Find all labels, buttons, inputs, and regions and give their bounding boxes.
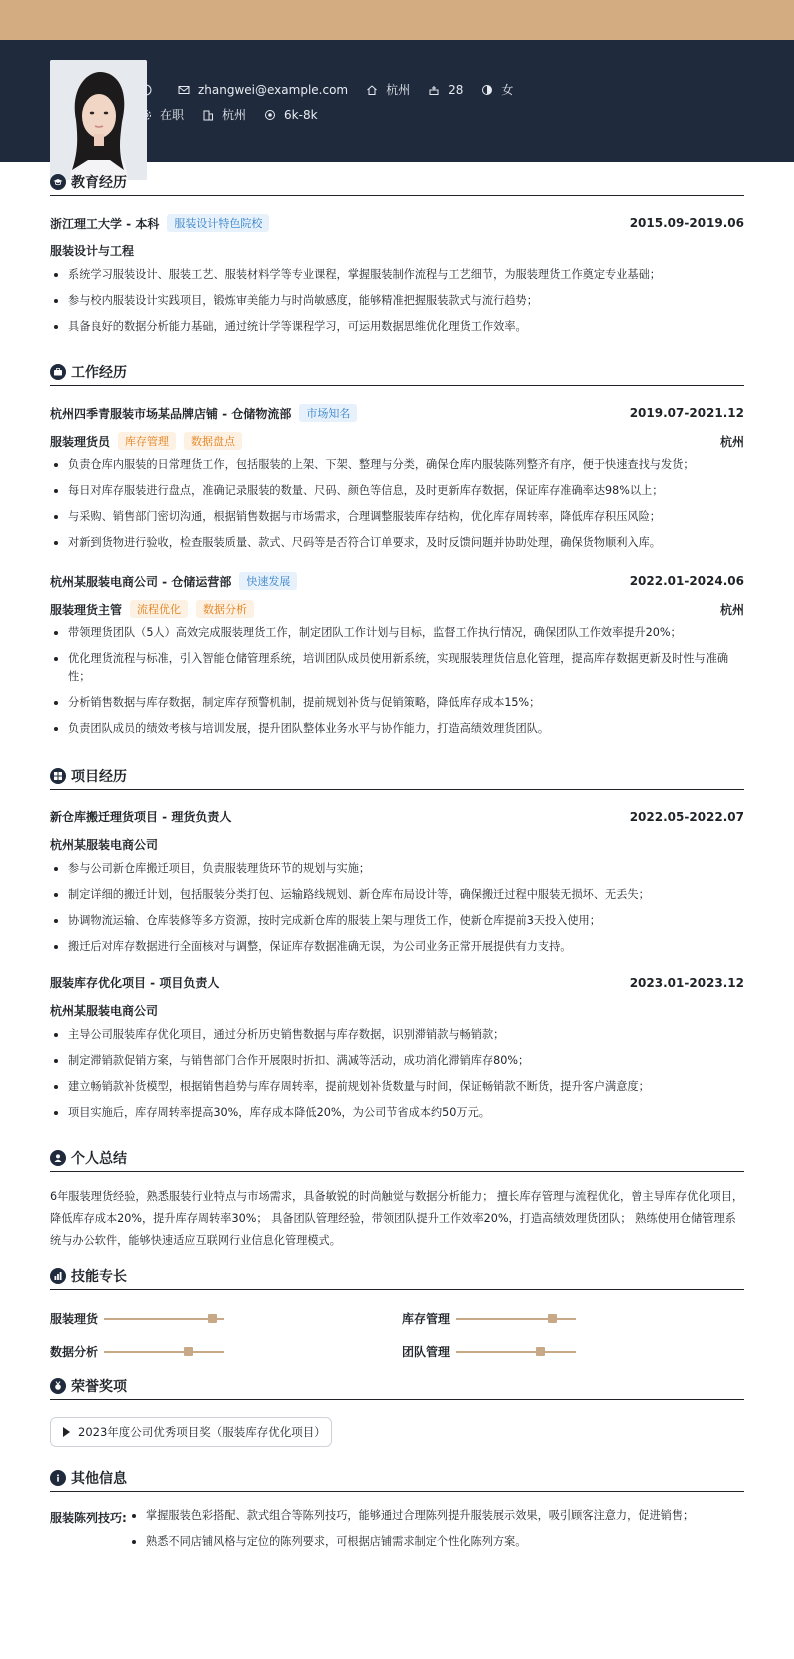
skill-bar	[104, 1318, 224, 1320]
job-company-tag: 市场知名	[299, 404, 357, 422]
list-item: 带领理货团队（5人）高效完成服装理货工作，制定团队工作计划与目标，监督工作执行情况，确保团队工作效率提升20%；	[50, 624, 744, 642]
grid-icon	[50, 768, 66, 784]
skill-bar	[104, 1351, 224, 1353]
job-bullets	[50, 456, 744, 560]
projects-title: 项目经历	[71, 768, 127, 785]
education-header	[50, 172, 744, 196]
education-date: 2015.09-2019.06	[629, 216, 744, 230]
job-date: 2022.01-2024.06	[629, 574, 744, 588]
phone-icon	[140, 84, 152, 96]
list-item: 建立畅销款补货模型，根据销售趋势与库存周转率，提前规划补货数量与时间，保证畅销款不断货，提升客户满意度；	[50, 1078, 744, 1096]
other-label: 服装陈列技巧:	[50, 1511, 127, 1525]
work-section	[50, 362, 744, 386]
cake-icon	[428, 84, 440, 96]
project-bullets	[50, 1026, 744, 1130]
profile-photo	[50, 60, 147, 180]
other-bullets	[128, 1507, 744, 1559]
salary-text: 6k-8k	[284, 107, 318, 122]
list-item: 负责团队成员的绩效考核与培训发展，提升团队整体业务水平与协作能力，打造高绩效理货团队。	[50, 720, 744, 738]
avatar	[50, 60, 147, 180]
honors-title: 荣誉奖项	[71, 1378, 127, 1395]
briefcase-icon	[50, 364, 66, 380]
school-tag: 服装设计特色院校	[167, 214, 269, 232]
job-role: 服装理货主管	[50, 602, 123, 617]
list-item: 制定滞销款促销方案，与销售部门合作开展限时折扣、满减等活动，成功消化滞销库存80%；	[50, 1052, 744, 1070]
list-item: 项目实施后，库存周转率提高30%，库存成本降低20%，为公司节省成本约50万元。	[50, 1104, 744, 1122]
project-date: 2022.05-2022.07	[629, 809, 744, 824]
project-company-row	[50, 1002, 744, 1019]
skill-name: 数据分析	[50, 1345, 99, 1359]
project-bullets	[50, 860, 744, 964]
list-item: 具备良好的数据分析能力基础，通过统计学等课程学习，可运用数据思维优化理货工作效率。	[50, 318, 744, 336]
phone-item	[140, 84, 160, 96]
skill-level-knob	[536, 1347, 545, 1356]
gender-item	[481, 81, 513, 98]
project-name-row	[50, 808, 744, 825]
list-item: 搬迁后对库存数据进行全面核对与调整，保证库存数据准确无误，为公司业务正常开展提供有力支持。	[50, 938, 744, 956]
skill-name: 服装理货	[50, 1312, 99, 1326]
list-item: 掌握服装色彩搭配、款式组合等陈列技巧，能够通过合理陈列提升服装展示效果，吸引顾客注意力，促进销售；	[128, 1507, 744, 1525]
medal-icon	[50, 1378, 66, 1394]
job-skill-tag: 流程优化	[130, 600, 188, 618]
email-item[interactable]	[178, 83, 348, 97]
list-item: 参与公司新仓库搬迁项目，负责服装理货环节的规划与实施；	[50, 860, 744, 878]
list-item: 主导公司服装库存优化项目，通过分析历史销售数据与库存数据，识别滞销款与畅销款；	[50, 1026, 744, 1044]
skill-item	[50, 1343, 224, 1360]
job-company-row	[50, 572, 744, 590]
other-title: 其他信息	[71, 1470, 127, 1487]
email-text: zhangwei@example.com	[198, 82, 349, 97]
list-item: 对新到货物进行验收，检查服装质量、款式、尺码等是否符合订单要求，及时反馈问题并协助处理，确保货物顺利入库。	[50, 534, 744, 552]
skill-bar	[456, 1351, 576, 1353]
education-bullets	[50, 266, 744, 344]
job-bullets	[50, 624, 744, 746]
skill-item	[402, 1343, 576, 1360]
job-skill-tag: 库存管理	[118, 432, 176, 450]
summary-text: 6年服装理货经验，熟悉服装行业特点与市场需求，具备敏锐的时尚触觉与数据分析能力； 擅长库存管理与流程优化，曾主导库存优化项目，降低库存成本20%，提升库存周转率30%； 具备团队管理经验，带领团队提升工作效率20%，打造高绩效理货团队； 熟练使用仓储管理系统与办公软件，能够快速适应互联网行业信息化管理模式。	[50, 1190, 744, 1247]
city-item	[366, 81, 410, 98]
expand-triangle-icon	[63, 1427, 70, 1437]
honor-text: 2023年度公司优秀项目奖（服装库存优化项目）	[78, 1425, 326, 1439]
honors-header	[50, 1376, 744, 1400]
summary-header	[50, 1148, 744, 1172]
contact-line	[140, 81, 531, 98]
skill-level-knob	[548, 1314, 557, 1323]
status-line	[140, 106, 336, 123]
honors-section	[50, 1376, 744, 1400]
project-name: 服装库存优化项目 - 项目负责人	[50, 976, 220, 990]
summary-section	[50, 1148, 744, 1172]
project-company: 杭州某服装电商公司	[50, 838, 159, 852]
gear-icon	[140, 109, 152, 121]
salary-icon	[264, 109, 276, 121]
work-header	[50, 362, 744, 386]
projects-section	[50, 766, 744, 790]
job-role-row	[50, 600, 744, 618]
summary-title: 个人总结	[71, 1150, 127, 1167]
salary-item	[264, 108, 318, 122]
skills-header	[50, 1266, 744, 1290]
project-name-row	[50, 974, 744, 991]
job-company: 杭州某服装电商公司 - 仓储运营部	[50, 574, 232, 589]
skills-title: 技能专长	[71, 1268, 127, 1285]
gender-text: 女	[501, 83, 514, 97]
honor-item[interactable]	[50, 1417, 332, 1447]
target-city-item	[202, 106, 246, 123]
job-location: 杭州	[719, 434, 744, 449]
project-date: 2023.01-2023.12	[629, 975, 744, 990]
home-icon	[366, 84, 378, 96]
skill-name: 库存管理	[402, 1312, 451, 1326]
bar-chart-icon	[50, 1268, 66, 1284]
city-text: 杭州	[386, 83, 411, 97]
list-item: 协调物流运输、仓库装修等多方资源，按时完成新仓库的服装上架与理货工作，使新仓库提前3天投入使用；	[50, 912, 744, 930]
list-item: 系统学习服装设计、服装工艺、服装材料学等专业课程，掌握服装制作流程与工艺细节，为服装理货工作奠定专业基础；	[50, 266, 744, 284]
education-school-row	[50, 214, 744, 232]
school-name: 浙江理工大学 - 本科	[50, 216, 160, 231]
job-skill-tag: 数据分析	[196, 600, 254, 618]
skill-level-knob	[208, 1314, 217, 1323]
list-item: 每日对库存服装进行盘点，准确记录服装的数量、尺码、颜色等信息，及时更新库存数据，保证库存准确率达98%以上；	[50, 482, 744, 500]
list-item: 与采购、销售部门密切沟通，根据销售数据与市场需求，合理调整服装库存结构，优化库存周转率，降低库存积压风险；	[50, 508, 744, 526]
project-company-row	[50, 836, 744, 853]
status-item	[140, 106, 184, 123]
skill-bar	[456, 1318, 576, 1320]
info-icon	[50, 1470, 66, 1486]
skill-item	[50, 1310, 224, 1327]
job-company-tag: 快速发展	[239, 572, 297, 590]
list-item: 熟悉不同店铺风格与定位的陈列要求，可根据店铺需求制定个性化陈列方案。	[128, 1533, 744, 1551]
mail-icon	[178, 84, 190, 96]
job-skill-tag: 数据盘点	[184, 432, 242, 450]
user-icon	[50, 1150, 66, 1166]
job-company-row	[50, 404, 744, 422]
job-date: 2019.07-2021.12	[629, 406, 744, 420]
job-role: 服装理货员	[50, 434, 111, 449]
list-item: 分析销售数据与库存数据，制定库存预警机制，提前规划补货与促销策略，降低库存成本15%；	[50, 694, 744, 712]
other-header	[50, 1468, 744, 1492]
work-title: 工作经历	[71, 364, 127, 381]
education-title: 教育经历	[71, 174, 127, 191]
gender-icon	[481, 84, 493, 96]
education-section	[50, 172, 744, 196]
major-name: 服装设计与工程	[50, 244, 135, 258]
profile-header	[0, 40, 794, 162]
skill-name: 团队管理	[402, 1345, 451, 1359]
project-company: 杭州某服装电商公司	[50, 1004, 159, 1018]
top-accent-band	[0, 0, 794, 40]
skill-level-knob	[184, 1347, 193, 1356]
skill-item	[402, 1310, 576, 1327]
job-location: 杭州	[719, 602, 744, 617]
honor-wrapper	[50, 1417, 332, 1447]
other-section	[50, 1468, 744, 1492]
building-icon	[202, 109, 214, 121]
list-item: 参与校内服装设计实践项目，锻炼审美能力与时尚敏感度，能够精准把握服装款式与流行趋势；	[50, 292, 744, 310]
age-item	[428, 83, 463, 97]
job-role-row	[50, 432, 744, 450]
list-item: 制定详细的搬迁计划，包括服装分类打包、运输路线规划、新仓库布局设计等，确保搬迁过程中服装无损坏、无丢失；	[50, 886, 744, 904]
education-major-row	[50, 242, 744, 259]
projects-header	[50, 766, 744, 790]
job-company: 杭州四季青服装市场某品牌店铺 - 仓储物流部	[50, 406, 292, 421]
age-text: 28	[448, 82, 464, 97]
project-name: 新仓库搬迁理货项目 - 理货负责人	[50, 810, 232, 824]
target-city-text: 杭州	[222, 108, 247, 122]
list-item: 负责仓库内服装的日常理货工作，包括服装的上架、下架、整理与分类，确保仓库内服装陈列整齐有序，便于快速查找与发货；	[50, 456, 744, 474]
graduation-cap-icon	[50, 174, 66, 190]
skills-section	[50, 1266, 744, 1290]
list-item: 优化理货流程与标准，引入智能仓储管理系统，培训团队成员使用新系统，实现服装理货信息化管理，提高库存数据更新及时性与准确性；	[50, 650, 744, 686]
status-text: 在职	[160, 108, 185, 122]
